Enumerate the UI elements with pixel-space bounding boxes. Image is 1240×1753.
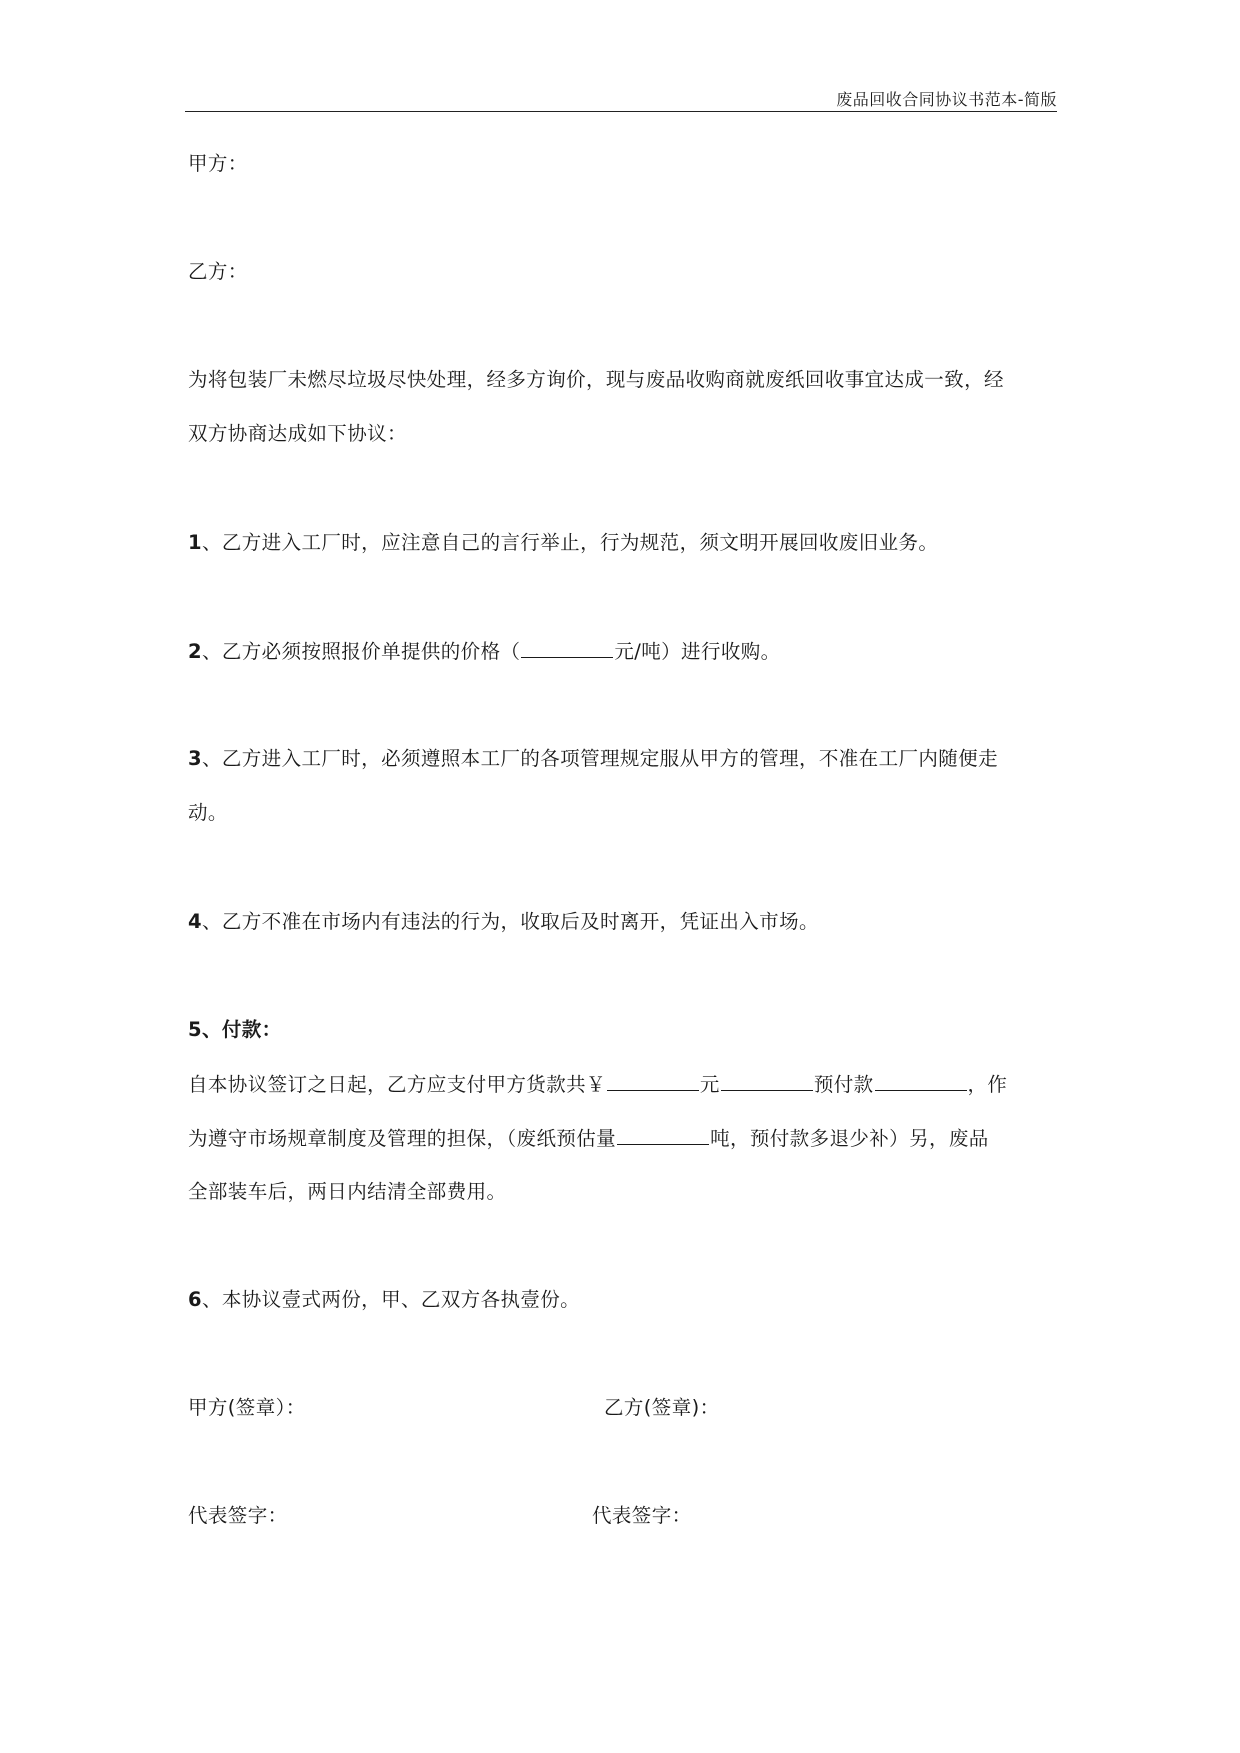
clause-4 bbox=[188, 910, 819, 934]
clause-number: 3 bbox=[188, 747, 202, 770]
clause-text: 乙方不准在市场内有违法的行为，收取后及时离开，凭证出入市场。 bbox=[221, 910, 819, 933]
clause-number: 4 bbox=[188, 910, 202, 933]
party-a-seal-label: 甲方(签章）： bbox=[188, 1396, 306, 1419]
party-b-seal-label: 乙方(签章)： bbox=[604, 1396, 720, 1419]
clause-5-line-1 bbox=[188, 1072, 1007, 1097]
payment-amount-words-blank[interactable] bbox=[721, 1072, 813, 1091]
party-a-representative-label: 代表签字： bbox=[188, 1504, 288, 1527]
clause-3-line-2: 动。 bbox=[188, 801, 228, 824]
clause-5-title bbox=[188, 1018, 282, 1042]
clause-number: 6 bbox=[188, 1288, 202, 1311]
prepayment-blank[interactable] bbox=[875, 1072, 967, 1091]
clause-text: 为遵守市场规章制度及管理的担保，（废纸预估量 bbox=[188, 1127, 617, 1150]
clause-2 bbox=[188, 639, 781, 664]
intro-line-1: 为将包装厂未燃尽垃圾尽快处理，经多方询价，现与废品收购商就废纸回收事宜达成一致，经 bbox=[188, 368, 1004, 391]
estimated-weight-blank[interactable] bbox=[617, 1126, 709, 1145]
clause-separator: 、 bbox=[201, 640, 222, 663]
clause-3-line-1 bbox=[188, 747, 998, 771]
clause-text: 吨，预付款多退少补）另，废品 bbox=[710, 1127, 989, 1150]
clause-title: 付款： bbox=[221, 1018, 282, 1041]
clause-text: 本协议壹式两份，甲、乙双方各执壹份。 bbox=[221, 1288, 581, 1311]
clause-separator: 、 bbox=[201, 1018, 222, 1041]
clause-text: 乙方进入工厂时，应注意自己的言行举止，行为规范，须文明开展回收废旧业务。 bbox=[221, 531, 939, 554]
price-blank[interactable] bbox=[521, 639, 613, 658]
intro-line-2: 双方协商达成如下协议： bbox=[188, 422, 407, 445]
clause-5-line-2 bbox=[188, 1126, 989, 1151]
clause-text-after: 元/吨）进行收购。 bbox=[614, 640, 781, 663]
clause-text: 乙方进入工厂时，必须遵照本工厂的各项管理规定服从甲方的管理，不准在工厂内随便走 bbox=[221, 747, 998, 770]
header-divider bbox=[185, 111, 1057, 112]
clause-separator: 、 bbox=[201, 1288, 222, 1311]
clause-number: 1 bbox=[188, 531, 202, 554]
clause-1 bbox=[188, 531, 938, 555]
payment-amount-blank[interactable] bbox=[607, 1072, 699, 1091]
clause-text: ，作 bbox=[967, 1073, 1008, 1096]
clause-5-line-3: 全部装车后，两日内结清全部费用。 bbox=[188, 1180, 507, 1203]
clause-text: 自本协议签订之日起，乙方应支付甲方货款共￥ bbox=[188, 1073, 606, 1096]
clause-number: 2 bbox=[188, 640, 202, 663]
clause-text: 元 bbox=[699, 1073, 720, 1096]
clause-separator: 、 bbox=[201, 747, 222, 770]
clause-separator: 、 bbox=[201, 531, 222, 554]
clause-text-before: 乙方必须按照报价单提供的价格（ bbox=[221, 640, 521, 663]
clause-number: 5 bbox=[188, 1018, 202, 1041]
party-b-representative-label: 代表签字： bbox=[592, 1504, 692, 1527]
clause-text: 预付款 bbox=[813, 1073, 874, 1096]
party-b-label: 乙方： bbox=[188, 260, 248, 283]
party-a-label: 甲方： bbox=[188, 152, 248, 175]
clause-separator: 、 bbox=[201, 910, 222, 933]
clause-6 bbox=[188, 1288, 580, 1312]
document-header-title: 废品回收合同协议书范本-简版 bbox=[836, 90, 1057, 109]
